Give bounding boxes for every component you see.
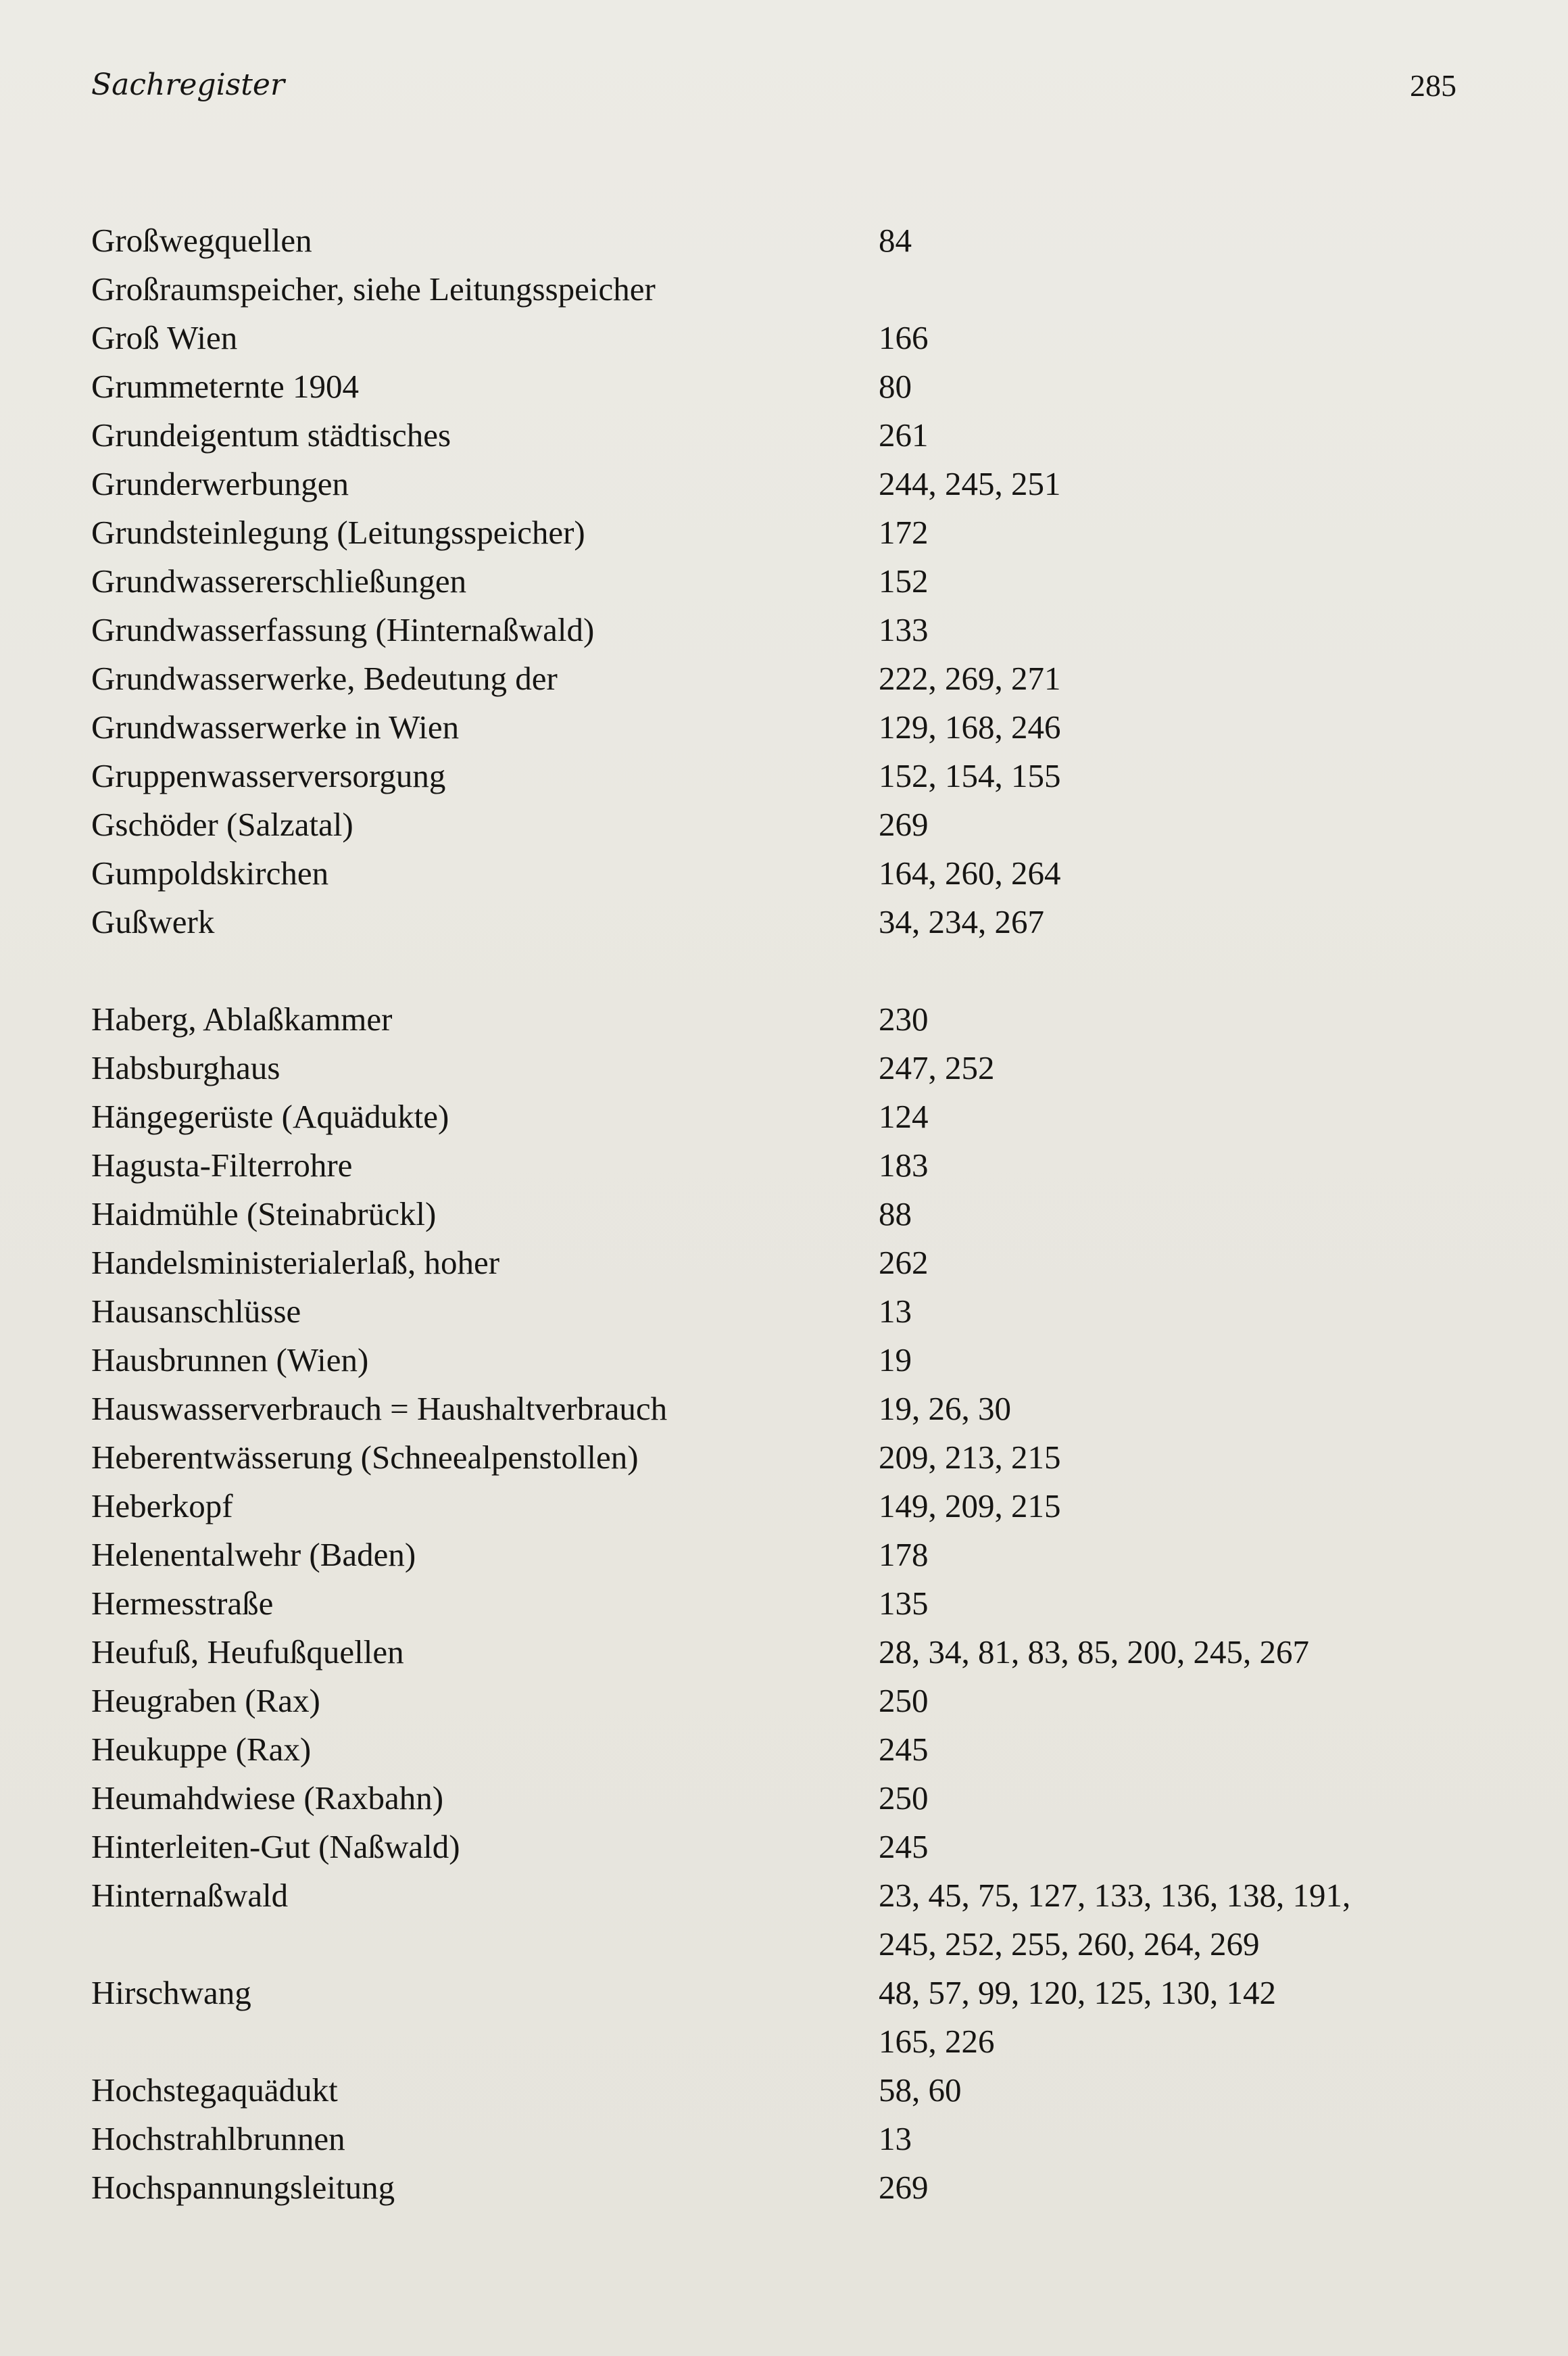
index-entry <box>91 752 1470 800</box>
index-entry <box>91 1628 1470 1677</box>
entry-term: Grunderwerbungen <box>91 465 349 502</box>
entry-pages: 23, 45, 75, 127, 133, 136, 138, 191, <box>879 1877 1351 1914</box>
entry-pages: 209, 213, 215 <box>879 1439 1061 1476</box>
index-entry <box>91 898 1470 946</box>
entry-pages: 244, 245, 251 <box>879 465 1061 502</box>
entry-term: Hirschwang <box>91 1974 251 2011</box>
entry-pages: 269 <box>879 2169 929 2206</box>
index-entry <box>91 800 1470 849</box>
index-entry <box>91 703 1470 752</box>
index-entry <box>91 1823 1470 1871</box>
entry-pages: 129, 168, 246 <box>879 708 1061 746</box>
entry-term: Hermesstraße <box>91 1585 274 1622</box>
group-separator <box>91 946 1470 995</box>
index-entry <box>91 606 1470 654</box>
index-entry-continuation <box>91 2017 1470 2066</box>
entry-term: Grundeigentum städtisches <box>91 416 451 454</box>
index-entry <box>91 2163 1470 2212</box>
index-entry <box>91 1677 1470 1725</box>
index-entry-continuation <box>91 1920 1470 1969</box>
index-entry <box>91 1482 1470 1531</box>
entry-pages: 48, 57, 99, 120, 125, 130, 142 <box>879 1974 1276 2011</box>
page-number: 285 <box>1410 68 1456 103</box>
entry-term: Hausanschlüsse <box>91 1293 301 1330</box>
entry-pages: 34, 234, 267 <box>879 903 1044 940</box>
index-entry <box>91 1385 1470 1433</box>
entry-term: Haberg, Ablaßkammer <box>91 1001 393 1038</box>
index-entry <box>91 216 1470 265</box>
index-entry <box>91 1287 1470 1336</box>
entry-pages: 250 <box>879 1682 929 1719</box>
entry-pages: 149, 209, 215 <box>879 1487 1061 1524</box>
index-entry <box>91 1092 1470 1141</box>
entry-pages: 84 <box>879 222 912 259</box>
entry-term: Habsburghaus <box>91 1049 280 1086</box>
index-entry <box>91 1336 1470 1385</box>
index-entry <box>91 1774 1470 1823</box>
entry-pages: 230 <box>879 1001 929 1038</box>
entry-term: Grundwasserwerke in Wien <box>91 708 460 746</box>
entry-pages: 178 <box>879 1536 929 1573</box>
index-entry <box>91 1239 1470 1287</box>
entry-pages: 80 <box>879 368 912 405</box>
entry-pages: 133 <box>879 611 929 648</box>
entry-term: Hängegerüste (Aquädukte) <box>91 1098 449 1135</box>
running-title: Sachregister <box>91 68 285 102</box>
index-entry <box>91 995 1470 1044</box>
entry-term: Hauswasserverbrauch = Haushaltverbrauch <box>91 1390 668 1427</box>
index-entry <box>91 1871 1470 1920</box>
entry-pages: 88 <box>879 1195 912 1232</box>
entry-pages: 152, 154, 155 <box>879 757 1061 794</box>
entry-term: Hochstrahlbrunnen <box>91 2120 345 2157</box>
entry-pages: 247, 252 <box>879 1049 995 1086</box>
index-entry <box>91 1141 1470 1190</box>
index-entry <box>91 2115 1470 2163</box>
entry-pages: 245 <box>879 1731 929 1768</box>
entry-pages: 262 <box>879 1244 929 1281</box>
entry-term: Heberkopf <box>91 1487 233 1524</box>
entry-term: Handelsministerialerlaß, hoher <box>91 1244 500 1281</box>
entry-term: Grundwasserwerke, Bedeutung der <box>91 660 558 697</box>
index-entry <box>91 1725 1470 1774</box>
entry-term: Hochstegaquädukt <box>91 2071 338 2109</box>
entry-pages: 13 <box>879 2120 912 2157</box>
entry-term: Haidmühle (Steinabrückl) <box>91 1195 437 1232</box>
entry-pages: 250 <box>879 1779 929 1817</box>
entry-term: Heufuß, Heufußquellen <box>91 1633 404 1670</box>
entry-pages: 135 <box>879 1585 929 1622</box>
index-entry <box>91 1531 1470 1579</box>
entry-pages-continuation: 165, 226 <box>879 2023 995 2060</box>
index-list <box>91 216 1470 2212</box>
index-entry <box>91 1190 1470 1239</box>
entry-pages: 269 <box>879 806 929 843</box>
entry-term: Heugraben (Rax) <box>91 1682 320 1719</box>
index-entry <box>91 1579 1470 1628</box>
index-entry <box>91 362 1470 411</box>
index-entry <box>91 654 1470 703</box>
entry-pages-continuation: 245, 252, 255, 260, 264, 269 <box>879 1925 1260 1963</box>
entry-term: Gußwerk <box>91 903 215 940</box>
entry-pages: 261 <box>879 416 929 454</box>
entry-pages: 13 <box>879 1293 912 1330</box>
entry-term: Hausbrunnen (Wien) <box>91 1341 369 1378</box>
entry-pages: 124 <box>879 1098 929 1135</box>
entry-term: Gschöder (Salzatal) <box>91 806 353 843</box>
entry-term: Grundwasserfassung (Hinternaßwald) <box>91 611 595 648</box>
entry-term: Hagusta-Filterrohre <box>91 1147 353 1184</box>
index-entry <box>91 508 1470 557</box>
entry-pages: 19 <box>879 1341 912 1378</box>
entry-term: Heukuppe (Rax) <box>91 1731 312 1768</box>
entry-pages: 166 <box>879 319 929 356</box>
running-head <box>91 68 1456 115</box>
index-entry <box>91 849 1470 898</box>
entry-pages: 28, 34, 81, 83, 85, 200, 245, 267 <box>879 1633 1309 1670</box>
entry-term: Groß Wien <box>91 319 238 356</box>
entry-pages: 172 <box>879 514 929 551</box>
entry-term: Hinternaßwald <box>91 1877 289 1914</box>
index-entry <box>91 557 1470 606</box>
entry-term: Heberentwässerung (Schneealpenstollen) <box>91 1439 639 1476</box>
index-entry <box>91 1433 1470 1482</box>
entry-term: Helenentalwehr (Baden) <box>91 1536 416 1573</box>
entry-pages: 222, 269, 271 <box>879 660 1061 697</box>
index-entry <box>91 265 1470 314</box>
entry-pages: 58, 60 <box>879 2071 962 2109</box>
entry-term: Hinterleiten-Gut (Naßwald) <box>91 1828 460 1865</box>
entry-term: Großraumspeicher, siehe Leitungsspeicher <box>91 270 656 308</box>
entry-term: Heumahdwiese (Raxbahn) <box>91 1779 444 1817</box>
index-entry <box>91 411 1470 460</box>
entry-term: Hochspannungsleitung <box>91 2169 395 2206</box>
entry-term: Grundsteinlegung (Leitungsspeicher) <box>91 514 585 551</box>
entry-pages: 152 <box>879 562 929 600</box>
entry-pages: 183 <box>879 1147 929 1184</box>
index-entry <box>91 1969 1470 2017</box>
entry-pages: 245 <box>879 1828 929 1865</box>
entry-pages: 19, 26, 30 <box>879 1390 1011 1427</box>
index-entry <box>91 314 1470 362</box>
entry-term: Grummeternte 1904 <box>91 368 359 405</box>
index-entry <box>91 460 1470 508</box>
entry-term: Gumpoldskirchen <box>91 855 329 892</box>
entry-term: Gruppenwasserversorgung <box>91 757 446 794</box>
entry-term: Grundwassererschließungen <box>91 562 467 600</box>
entry-term: Großwegquellen <box>91 222 312 259</box>
index-entry <box>91 2066 1470 2115</box>
index-entry <box>91 1044 1470 1092</box>
entry-pages: 164, 260, 264 <box>879 855 1061 892</box>
